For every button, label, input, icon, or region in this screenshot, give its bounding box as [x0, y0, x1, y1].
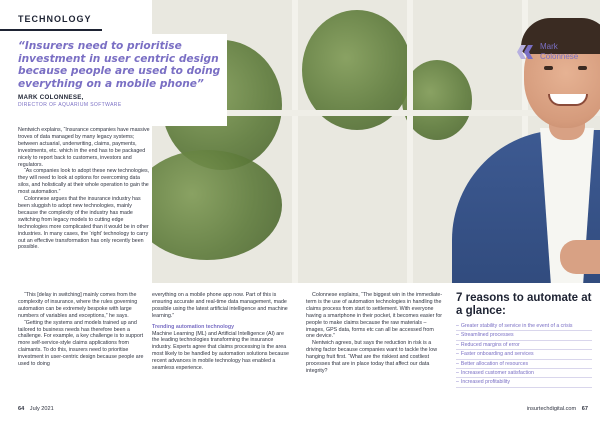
dash-icon: –	[456, 351, 459, 358]
site-url: insurtechdigital.com	[526, 406, 577, 412]
person-eye	[544, 66, 553, 70]
reasons-sidebar	[456, 292, 592, 404]
chevron-k-logo-icon	[516, 42, 536, 62]
paragraph: Colonnese argues that the insurance industry has been sluggish to adopt new technologies, mainly because the complexity of the industry has made switching from legacy models to cutting edge technologies more complicated than it would be in other industries. In many cases, the ‘right’ technology to carry out an effective transformation has only recently been possible.	[18, 196, 149, 251]
badge-first-name: Mark	[540, 42, 558, 51]
paragraph: “Getting the systems and models trained up and tailored to business needs has therefore been a challenge. For example, a key challenge is to support more self-service-style claims applications from claimants. To do this, insurers need to prioritise investment in user-centric design because people are used to doing	[18, 319, 144, 368]
paragraph: everything on a mobile phone app now. Part of this is ensuring accurate and real-time data management, made possible using the latest artificial intelligence and machine learning.”	[152, 292, 288, 319]
footer-right	[527, 406, 588, 412]
list-item	[456, 350, 592, 359]
list-item	[456, 360, 592, 369]
paragraph: Colonnese explains, “The biggest win in the immediate-term is the use of automation technologies in handling the claims process from start to settlement. With everyone having a smartphone in their pocket, it becomes easier for people to make claims because the raw materials – images, GPS data, forms etc can all be accessed from one device.”	[306, 292, 443, 340]
dash-icon: –	[456, 379, 459, 386]
window-frame	[292, 0, 298, 283]
pull-quote-title: DIRECTOR OF AQUARIUM SOFTWARE	[18, 102, 122, 108]
list-item-text: Increased customer satisfaction	[460, 370, 534, 377]
paragraph: Nentwich agrees, but says the reduction in risk is a driving factor because companies want to tackle the low hanging fruit first. “What are the riskiest and costliest processes that are in place today that affect our data integrity?	[306, 340, 438, 374]
list-item-text: Greater stability of service in the event of a crisis	[460, 323, 573, 329]
dash-icon: –	[456, 323, 459, 329]
dash-icon: –	[456, 370, 459, 377]
paragraph: Machine Learning (ML) and Artificial Intelligence (AI) are the leading technologies transforming the insurance industry. Experts agree that claims processing is the area most likely to be handled by automation solutions because recent advances in mobile technology has enabled a seamless experience.	[152, 330, 289, 372]
badge-last-name: Colonnese	[540, 52, 579, 61]
article-column-4	[306, 292, 443, 375]
paragraph: “This [delay in switching] mainly comes from the complexity of insurance, where the rules governing automation can be extremely bespoke with large numbers of variables and exceptions,” he says.	[18, 292, 138, 319]
pull-quote-text: “Insurers need to prioritise investment in user centric design because people are used to doing everything on a mobile phone”	[18, 40, 221, 90]
issue-date: July 2021	[29, 406, 54, 412]
list-item-text: Reduced margins of error	[460, 341, 520, 348]
name-badge	[516, 40, 600, 66]
list-item-text: Increased profitability	[460, 379, 510, 386]
person-eye	[578, 66, 587, 70]
article-column-2	[18, 292, 150, 368]
dash-icon: –	[456, 332, 459, 339]
footer-left	[18, 406, 54, 412]
list-item	[456, 369, 592, 378]
section-tag: TECHNOLOGY	[0, 10, 102, 31]
sidebar-title: 7 reasons to automate at a glance:	[456, 292, 592, 317]
paragraph: “As companies look to adopt these new technologies, they will need to look at options for overcoming data silos, and holistically at their whole operation to gain the most automation.”	[18, 168, 150, 196]
page-number-right: 67	[581, 406, 588, 412]
pull-quote-name: MARK COLONNESE,	[18, 94, 84, 101]
reasons-list	[456, 322, 592, 388]
page-number-left: 64	[18, 406, 25, 412]
article-column-3	[152, 292, 289, 372]
pull-quote	[0, 34, 227, 126]
list-item	[456, 341, 592, 350]
list-item	[456, 378, 592, 387]
person-smile	[548, 94, 588, 106]
list-item	[456, 322, 592, 331]
person-hand	[560, 240, 600, 274]
dash-icon: –	[456, 341, 459, 348]
article-column-1	[18, 127, 150, 251]
list-item	[456, 331, 592, 340]
paragraph: Nentwich explains, “Insurance companies have massive troves of data managed by many legacy systems; between actuarial, underwriting, claims, payments, investments, etc. which in the end has to be packaged nicely to report back to customers, investors and regulators.	[18, 127, 150, 168]
dash-icon: –	[456, 360, 459, 367]
window-frame	[407, 0, 413, 283]
subheading: Trending automation technology	[152, 323, 235, 330]
list-item-text: Faster onboarding and services	[460, 351, 534, 358]
list-item-text: Streamlined processes	[460, 332, 514, 339]
list-item-text: Better allocation of resources	[460, 360, 529, 367]
